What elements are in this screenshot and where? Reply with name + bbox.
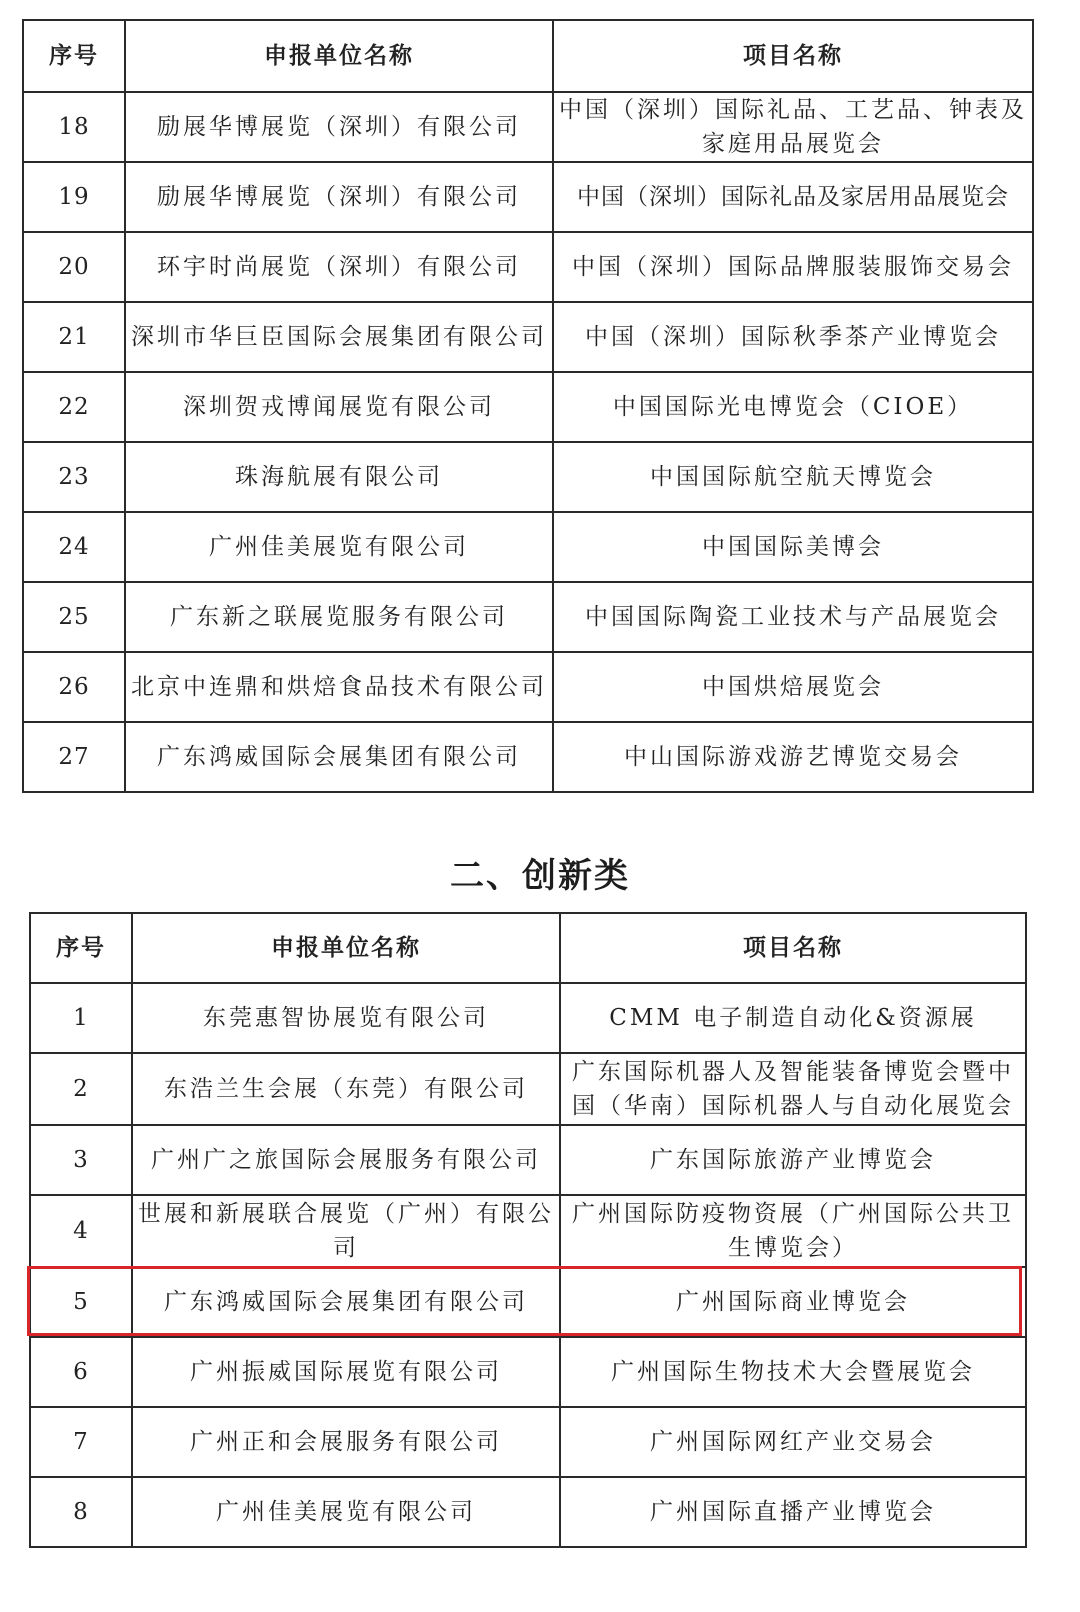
row-no: 27: [23, 722, 125, 792]
table-header-row: [30, 913, 1026, 983]
row-no: 19: [23, 162, 125, 232]
row-unit: 东浩兰生会展（东莞）有限公司: [132, 1053, 560, 1125]
header-no: 序号: [23, 20, 125, 92]
table-row: [23, 652, 1033, 722]
header-project: 项目名称: [560, 913, 1026, 983]
row-no: 23: [23, 442, 125, 512]
row-no: 21: [23, 302, 125, 372]
row-project: 中国国际美博会: [553, 512, 1033, 582]
table-row: [23, 512, 1033, 582]
table-row: [30, 1337, 1026, 1407]
row-unit: 深圳市华巨臣国际会展集团有限公司: [125, 302, 553, 372]
exhibition-table-1: [22, 19, 1034, 793]
table-row: [30, 1407, 1026, 1477]
row-project: 广州国际网红产业交易会: [560, 1407, 1026, 1477]
row-no: 2: [30, 1053, 132, 1125]
row-unit: 环宇时尚展览（深圳）有限公司: [125, 232, 553, 302]
row-unit: 广东鸿威国际会展集团有限公司: [132, 1267, 560, 1337]
table-row: [23, 232, 1033, 302]
row-project: 中国（深圳）国际礼品、工艺品、钟表及家庭用品展览会: [553, 92, 1033, 162]
row-project: CMM 电子制造自动化&资源展: [560, 983, 1026, 1053]
row-unit: 广州佳美展览有限公司: [132, 1477, 560, 1547]
row-no: 26: [23, 652, 125, 722]
row-project: 中国国际航空航天博览会: [553, 442, 1033, 512]
row-no: 18: [23, 92, 125, 162]
row-unit: 深圳贺戎博闻展览有限公司: [125, 372, 553, 442]
row-unit: 北京中连鼎和烘焙食品技术有限公司: [125, 652, 553, 722]
table-row: [23, 92, 1033, 162]
row-no: 8: [30, 1477, 132, 1547]
row-project: 广州国际生物技术大会暨展览会: [560, 1337, 1026, 1407]
table-row: [23, 442, 1033, 512]
table-header-row: [23, 20, 1033, 92]
row-unit: 东莞惠智协展览有限公司: [132, 983, 560, 1053]
table-row-highlighted: [30, 1267, 1026, 1337]
table-row: [30, 1477, 1026, 1547]
row-unit: 广州佳美展览有限公司: [125, 512, 553, 582]
row-no: 22: [23, 372, 125, 442]
row-project: 中国烘焙展览会: [553, 652, 1033, 722]
table-row: [30, 1125, 1026, 1195]
row-no: 20: [23, 232, 125, 302]
row-project: 中国（深圳）国际礼品及家居用品展览会: [553, 162, 1033, 232]
table-row: [30, 1195, 1026, 1267]
row-project: 广州国际防疫物资展（广州国际公共卫生博览会）: [560, 1195, 1026, 1267]
row-project: 广州国际商业博览会: [560, 1267, 1026, 1337]
table-row: [23, 722, 1033, 792]
row-unit: 广州广之旅国际会展服务有限公司: [132, 1125, 560, 1195]
row-project: 广东国际旅游产业博览会: [560, 1125, 1026, 1195]
row-no: 1: [30, 983, 132, 1053]
row-no: 25: [23, 582, 125, 652]
row-unit: 广州正和会展服务有限公司: [132, 1407, 560, 1477]
row-unit: 珠海航展有限公司: [125, 442, 553, 512]
section-title: 二、创新类: [450, 856, 630, 896]
row-project: 中国（深圳）国际品牌服装服饰交易会: [553, 232, 1033, 302]
row-no: 4: [30, 1195, 132, 1267]
row-project: 中山国际游戏游艺博览交易会: [553, 722, 1033, 792]
row-project: 中国（深圳）国际秋季茶产业博览会: [553, 302, 1033, 372]
row-no: 6: [30, 1337, 132, 1407]
table-row: [23, 162, 1033, 232]
table-row: [30, 1053, 1026, 1125]
header-no: 序号: [30, 913, 132, 983]
row-no: 5: [30, 1267, 132, 1337]
row-project: 中国国际陶瓷工业技术与产品展览会: [553, 582, 1033, 652]
row-project: 中国国际光电博览会（CIOE）: [553, 372, 1033, 442]
table-row: [23, 302, 1033, 372]
row-unit: 广州振威国际展览有限公司: [132, 1337, 560, 1407]
row-no: 24: [23, 512, 125, 582]
row-project: 广州国际直播产业博览会: [560, 1477, 1026, 1547]
header-project: 项目名称: [553, 20, 1033, 92]
table-row: [23, 372, 1033, 442]
row-unit: 广东鸿威国际会展集团有限公司: [125, 722, 553, 792]
row-unit: 励展华博展览（深圳）有限公司: [125, 162, 553, 232]
table-row: [30, 983, 1026, 1053]
header-unit: 申报单位名称: [132, 913, 560, 983]
table-row: [23, 582, 1033, 652]
row-project: 广东国际机器人及智能装备博览会暨中国（华南）国际机器人与自动化展览会: [560, 1053, 1026, 1125]
header-unit: 申报单位名称: [125, 20, 553, 92]
row-unit: 世展和新展联合展览（广州）有限公司: [132, 1195, 560, 1267]
row-no: 3: [30, 1125, 132, 1195]
row-unit: 励展华博展览（深圳）有限公司: [125, 92, 553, 162]
row-no: 7: [30, 1407, 132, 1477]
exhibition-table-2: [29, 912, 1027, 1548]
row-unit: 广东新之联展览服务有限公司: [125, 582, 553, 652]
